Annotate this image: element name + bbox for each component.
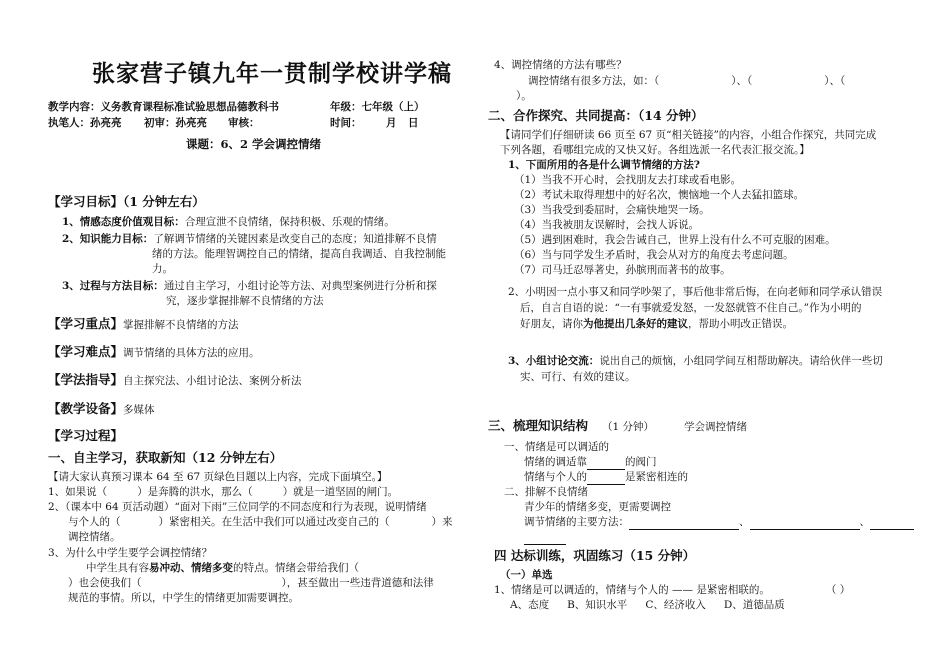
part4-q1: 1、情绪是可以调适的，情绪与个人的 —— 是紧密相联的。 （ ）	[494, 584, 851, 596]
part1-q1: 1、如果说（ ）是奔腾的洪水，那么（ ）就是一道坚固的闸门。	[48, 486, 399, 498]
part1-q3-line3: 规范的事情。所以，中学生的情绪更加需要调控。	[68, 592, 299, 604]
objective-1: 1、情感态度价值观目标：合理宣泄不良情绪，保持积极、乐观的情绪。	[62, 216, 395, 228]
part3-l6: 调节情绪的主要方法： 、 、	[524, 515, 914, 530]
part2-item-4: （4）当我被朋友误解时，会找人诉说。	[514, 219, 700, 231]
part2-instruction-1: 【请同学们仔细研读 66 页至 67 页“相关链接”的内容，小组合作探究，共同完成	[500, 129, 877, 141]
part2-q3-line2: 实、可行、有效的建议。	[520, 371, 636, 383]
day-label: 日	[408, 117, 419, 129]
objective-2-line2: 绪的方法。能理智调控自己的情绪，提高自我调适、自我控制能	[152, 248, 446, 260]
part1-q3-line1: 中学生具有容易冲动、情绪多变的特点。情绪会带给我们（	[86, 562, 359, 574]
part1-instruction: 【请大家认真预习课本 64 至 67 页绿色目题以上内容，完成下面填空。】	[48, 471, 388, 483]
objective-2-line3: 力。	[152, 263, 173, 275]
part2-item-2: （2）考试未取得理想中的好名次，懊恼地一个人去猛扣篮球。	[514, 189, 805, 201]
page-title: 张家营子镇九年一贯制学校讲学稿	[92, 60, 452, 87]
time-label: 时间：	[330, 117, 362, 129]
part2-item-5: （5）遇到困难时，我会告诫自己，世界上没有什么不可克服的困难。	[514, 234, 836, 246]
part3-l2: 情绪的调适靠 的阀门	[524, 456, 657, 468]
q4-line2: 调控情绪有很多方法，如：（ ）、（ ）、（	[528, 75, 846, 87]
objective-2: 2、知识能力目标：了解调节情绪的关键因素是改变自己的态度；知道排解不良情	[62, 233, 437, 245]
part1-q3: 3、为什么中学生要学会调控情绪？	[48, 547, 213, 559]
part2-item-3: （3）当我受到委屈时，会痛快地哭一场。	[514, 204, 710, 216]
part4-heading: 四 达标训练，巩固练习（15 分钟）	[494, 548, 696, 563]
part3-l6-cont	[524, 530, 566, 545]
objectives-heading: 【学习目标】（1 分钟左右）	[48, 194, 205, 209]
part4-sub: （一）单选	[500, 569, 553, 581]
month-label: 月	[386, 117, 397, 129]
q4-title: 4、调控情绪的方法有哪些？	[494, 59, 627, 71]
objective-3: 3、过程与方法目标：通过自主学习，小组讨论等方法、对典型案例进行分析和探	[62, 280, 437, 292]
part1-q3-line2: ）也会使我们（ ），甚至做出一些违背道德和法律	[68, 577, 434, 589]
part2-item-6: （6）当与同学发生矛盾时，我会从对方的角度去考虑问题。	[514, 249, 794, 261]
equipment: 【教学设备】多媒体	[48, 401, 155, 416]
part2-item-1: （1）当我不开心时，会找朋友去打球或看电影。	[514, 174, 742, 186]
grade: 年级：七年级（上）	[330, 101, 425, 113]
objective-3-line2: 究，逐步掌握排解不良情绪的方法	[166, 295, 324, 307]
guidance: 【学法指导】自主探究法、小组讨论法、案例分析法	[48, 372, 302, 387]
part1-q2: 2、（课本中 64 页活动题）“面对下雨”三位同学的不同态度和行为表现，说明情绪	[48, 501, 427, 513]
part2-instruction-2: 下列各题，看哪组完成的又快又好。各组选派一名代表汇报交流。】	[500, 144, 810, 156]
part1-q2-line3: 调控情绪。	[68, 531, 121, 543]
review: 审核：	[228, 117, 260, 129]
process-heading: 【学习过程】	[48, 428, 124, 443]
part3-l1: 一、情绪是可以调适的	[504, 441, 609, 453]
author: 执笔人：孙亮亮	[48, 117, 122, 129]
part3-l5: 青少年的情绪多变，更需要调控	[524, 501, 671, 513]
first-review: 初审：孙亮亮	[144, 117, 207, 129]
part2-q2-line2: 后，自言自语的说：“一有事就爱发怒，一发怒就管不住自己。”作为小明的	[520, 302, 862, 314]
part1-q2-line2: 与个人的（ ）紧密相关。在生活中我们可以通过改变自己的（ ）来	[68, 516, 453, 528]
part2-heading: 二、合作探究、共同提高：（14 分钟）	[488, 108, 704, 123]
part2-q3-line1: 3、小组讨论交流：说出自己的烦恼，小组同学间互相帮助解决。请给伙伴一些切	[508, 355, 883, 367]
part3-l3: 情绪与个人的 是紧密相连的	[524, 471, 688, 483]
part3-l4: 二、排解不良情绪	[504, 486, 588, 498]
q4-line3: ）。	[516, 90, 532, 102]
lesson-title: 课题：6、2 学会调控情绪	[186, 137, 322, 151]
part2-q1: 1、下面所用的各是什么调节情绪的方法?	[508, 159, 700, 171]
part2-item-7: （7）司马迁忍辱著史，孙膑刑而著书的故事。	[514, 264, 731, 276]
key-points: 【学习重点】掌握排解不良情绪的方法	[48, 316, 239, 331]
part3-heading-row: 三、梳理知识结构 （1 分钟） 学会调控情绪	[488, 418, 748, 433]
teaching-content: 教学内容：义务教育课程标准试验思想品德教科书	[48, 101, 279, 113]
part2-q2-line3: 好朋友，请你为他提出几条好的建议，帮助小明改正错误。	[520, 318, 793, 330]
difficulties: 【学习难点】调节情绪的具体方法的应用。	[48, 344, 260, 359]
part4-options: A、态度 B、知识水平 C、经济收入 D、道德品质	[510, 599, 785, 611]
part2-q2-line1: 2、小明因一点小事又和同学吵架了，事后他非常后悔，在向老师和同学承认错误	[508, 286, 883, 298]
part1-heading: 一、自主学习，获取新知（12 分钟左右）	[48, 450, 283, 465]
